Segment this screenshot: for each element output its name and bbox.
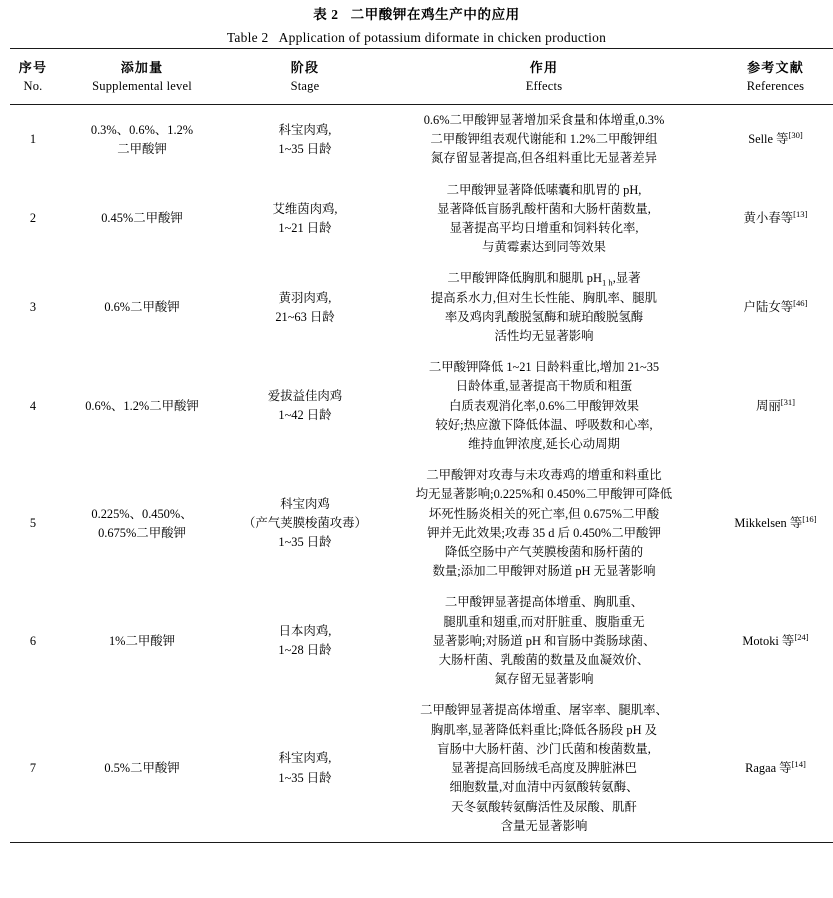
cell-supplemental-level-line: 0.3%、0.6%、1.2% — [90, 122, 194, 137]
table-row — [10, 695, 833, 842]
cell-effects-line: 显著影响;对肠道 pH 和盲肠中粪肠球菌、 — [432, 633, 656, 648]
cell-effects-line: 二甲酸钾组表观代谢能和 1.2%二甲酸钾组 — [430, 132, 658, 147]
cell-effects-line: 二甲酸钾显著提高体增重、胸肌重、 — [444, 595, 644, 610]
cell-no: 7 — [29, 761, 37, 776]
reference-author: 户陆女等 — [743, 300, 794, 315]
reference-citation — [707, 397, 833, 416]
column-header-references-cn: 参考文献 — [747, 60, 804, 75]
reference-number: [24] — [794, 631, 809, 642]
cell-stage-line: 科宝肉鸡 — [280, 497, 330, 512]
column-header-effects — [382, 49, 706, 105]
cell-effects-line: 二甲酸钾降低 1~21 日龄料重比,增加 21~35 — [428, 360, 660, 375]
cell-no: 6 — [29, 633, 37, 648]
cell-stage-line: 1~42 日龄 — [278, 408, 332, 423]
cell-supplemental-level-line: 0.6%、1.2%二甲酸钾 — [85, 398, 199, 413]
reference-number: [31] — [780, 396, 796, 407]
cell-effects-line: 率及鸡肉乳酸脱氢酶和琥珀酸脱氢酶 — [444, 309, 644, 324]
cell-supplemental-level-line: 0.45%二甲酸钾 — [101, 211, 183, 226]
cell-stage — [228, 352, 382, 460]
cell-supplemental-level — [56, 352, 228, 460]
table-header — [10, 49, 833, 105]
cell-effects-line: 白质表观消化率,0.6%二甲酸钾效果 — [449, 398, 639, 413]
table-row — [10, 263, 833, 352]
cell-effects-line: 腿肌重和翅重,而对肝脏重、腹脂重无 — [443, 614, 645, 629]
cell-supplemental-level-line: 0.6%二甲酸钾 — [104, 300, 180, 315]
table-wrapper — [10, 48, 825, 843]
data-table — [10, 48, 833, 843]
reference-citation — [707, 632, 833, 651]
cell-stage-line: 21~63 日龄 — [275, 309, 335, 324]
column-header-level — [56, 49, 228, 105]
cell-reference — [706, 352, 833, 460]
cell-effects-line: 均无显著影响;0.225%和 0.450%二甲酸钾可降低 — [415, 487, 673, 502]
column-header-references-en: References — [746, 79, 805, 93]
cell-effects-line: 较好;热应激下降低体温、呼吸数和心率, — [435, 417, 653, 432]
cell-supplemental-level-line: 0.5%二甲酸钾 — [104, 761, 180, 776]
reference-citation — [707, 209, 833, 228]
column-header-no — [10, 49, 56, 105]
cell-stage — [228, 695, 382, 842]
column-header-level-cn: 添加量 — [120, 60, 164, 75]
column-header-level-en: Supplemental level — [92, 79, 192, 93]
cell-effects-line: 维持血钾浓度,延长心动周期 — [468, 437, 620, 452]
cell-effects-line: 钾并无此效果;攻毒 35 d 后 0.450%二甲酸钾 — [427, 525, 661, 540]
reference-number: [46] — [793, 298, 808, 309]
reference-author: Mikkelsen 等 — [734, 516, 803, 531]
cell-supplemental-level — [56, 263, 228, 352]
reference-number: [30] — [788, 130, 803, 141]
cell-stage-line: 科宝肉鸡, — [278, 122, 332, 137]
cell-no: 2 — [29, 211, 37, 226]
cell-supplemental-level-line: 1%二甲酸钾 — [108, 633, 176, 648]
cell-stage-line: 1~35 日龄 — [278, 535, 332, 550]
reference-author: 黄小春等 — [743, 211, 794, 226]
cell-effects-line: 显著提高回肠绒毛高度及脾脏淋巴 — [451, 761, 637, 776]
cell-effects-line: 显著提高平均日增重和饲料转化率, — [449, 221, 639, 236]
cell-effects — [382, 460, 706, 587]
column-header-references — [706, 49, 833, 105]
cell-reference — [706, 587, 833, 695]
table-row — [10, 587, 833, 695]
cell-no: 4 — [29, 398, 37, 413]
table-row — [10, 460, 833, 587]
cell-effects — [382, 105, 706, 175]
cell-supplemental-level — [56, 460, 228, 587]
reference-citation — [707, 514, 833, 533]
cell-reference — [706, 460, 833, 587]
column-header-stage — [228, 49, 382, 105]
cell-effects — [382, 175, 706, 264]
cell-effects-line: 二甲酸钾降低胸肌和腿肌 $pH_{1 h}$,显著 — [447, 271, 641, 288]
cell-stage — [228, 460, 382, 587]
column-header-stage-cn: 阶段 — [290, 60, 320, 75]
column-header-no-en: No. — [23, 79, 43, 93]
cell-supplemental-level — [56, 695, 228, 842]
reference-author: Selle 等 — [748, 132, 789, 147]
cell-stage-line: 黄羽肉鸡, — [278, 290, 332, 305]
cell-supplemental-level — [56, 105, 228, 175]
cell-effects-line: 日龄体重,显著提高干物质和粗蛋 — [455, 379, 633, 394]
cell-no: 1 — [29, 132, 37, 147]
cell-effects — [382, 352, 706, 460]
cell-supplemental-level-line: 二甲酸钾 — [117, 141, 167, 156]
cell-effects-line: 胸肌率,显著降低料重比;降低各肠段 pH 及 — [430, 722, 658, 737]
cell-effects-line: 含量无显著影响 — [500, 818, 588, 833]
cell-effects-line: 氮存留无显著影响 — [494, 672, 594, 687]
reference-number: [13] — [793, 209, 808, 220]
cell-supplemental-level — [56, 587, 228, 695]
cell-effects-line: 氮存留显著提高,但各组料重比无显著差异 — [430, 151, 658, 166]
table-row — [10, 105, 833, 175]
cell-effects-line: 大肠杆菌、乳酸菌的数量及血凝效价、 — [438, 653, 650, 668]
cell-effects-line: 天冬氨酸转氨酶活性及尿酸、肌酐 — [451, 799, 637, 814]
reference-citation — [707, 130, 833, 149]
cell-effects-line: 与黄霉素达到同等效果 — [482, 240, 606, 255]
cell-stage — [228, 263, 382, 352]
cell-reference — [706, 695, 833, 842]
cell-reference — [706, 263, 833, 352]
reference-author: Ragaa 等 — [745, 761, 792, 776]
cell-stage-line: 1~21 日龄 — [278, 221, 332, 236]
cell-effects-line: 细胞数量,对血清中丙氨酸转氨酶、 — [449, 780, 639, 795]
cell-effects — [382, 695, 706, 842]
cell-no: 5 — [29, 516, 37, 531]
cell-stage-line: 科宝肉鸡, — [278, 751, 332, 766]
column-header-stage-en: Stage — [290, 79, 320, 93]
cell-stage — [228, 587, 382, 695]
caption-chinese: 表 2 二甲酸钾在鸡生产中的应用 — [313, 7, 520, 22]
cell-no: 3 — [29, 300, 37, 315]
cell-stage — [228, 175, 382, 264]
reference-citation — [707, 298, 833, 317]
cell-reference — [706, 105, 833, 175]
column-header-no-cn: 序号 — [18, 60, 48, 75]
cell-stage-line: 日本肉鸡, — [278, 624, 332, 639]
cell-effects-line: 二甲酸钾显著提高体增重、屠宰率、腿肌率、 — [420, 703, 668, 718]
cell-stage-line: 1~28 日龄 — [278, 643, 332, 658]
cell-effects — [382, 587, 706, 695]
reference-author: Motoki 等 — [742, 633, 795, 648]
reference-number: [16] — [802, 514, 817, 525]
reference-citation — [707, 759, 833, 778]
reference-number: [14] — [791, 758, 806, 769]
cell-effects-line: 盲肠中大肠杆菌、沙门氏菌和梭菌数量, — [437, 741, 651, 756]
cell-stage-line: 1~35 日龄 — [278, 770, 332, 785]
reference-author: 周丽 — [755, 398, 781, 413]
cell-stage-line: （产气荚膜梭菌攻毒） — [243, 516, 367, 531]
cell-effects-line: 二甲酸钾对攻毒与未攻毒鸡的增重和料重比 — [426, 468, 662, 483]
cell-reference — [706, 175, 833, 264]
cell-stage-line: 1~35 日龄 — [278, 141, 332, 156]
column-header-effects-cn: 作用 — [529, 60, 559, 75]
caption-english: Table 2 Application of potassium diformate in chicken production — [226, 30, 607, 45]
cell-effects-line: 0.6%二甲酸钾显著增加采食量和体增重,0.3% — [423, 113, 665, 127]
cell-effects-line: 坏死性肠炎相关的死亡率,但 0.675%二甲酸 — [428, 506, 660, 521]
table-caption — [0, 0, 833, 48]
cell-effects-line: 数量;添加二甲酸钾对肠道 pH 无显著影响 — [432, 564, 656, 579]
cell-stage — [228, 105, 382, 175]
cell-supplemental-level-line: 0.225%、0.450%、 — [91, 506, 193, 521]
cell-effects-line: 提高系水力,但对生长性能、胸肌率、腿肌 — [430, 290, 658, 305]
cell-effects-line: 降低空肠中产气荚膜梭菌和肠杆菌的 — [444, 545, 644, 560]
cell-supplemental-level-line: 0.675%二甲酸钾 — [98, 525, 186, 540]
cell-effects-line: 显著降低盲肠乳酸杆菌和大肠杆菌数量, — [437, 201, 651, 216]
table-body — [10, 105, 833, 843]
table-row — [10, 352, 833, 460]
cell-supplemental-level — [56, 175, 228, 264]
table-row — [10, 175, 833, 264]
cell-stage-line: 爱拔益佳肉鸡 — [267, 389, 343, 404]
header-row — [10, 49, 833, 105]
cell-stage-line: 艾维茵肉鸡, — [272, 201, 338, 216]
cell-effects-line: 二甲酸钾显著降低嗉囊和肌胃的 pH, — [446, 182, 642, 197]
cell-effects-line: 活性均无显著影响 — [494, 329, 594, 344]
cell-effects — [382, 263, 706, 352]
column-header-effects-en: Effects — [525, 79, 563, 93]
